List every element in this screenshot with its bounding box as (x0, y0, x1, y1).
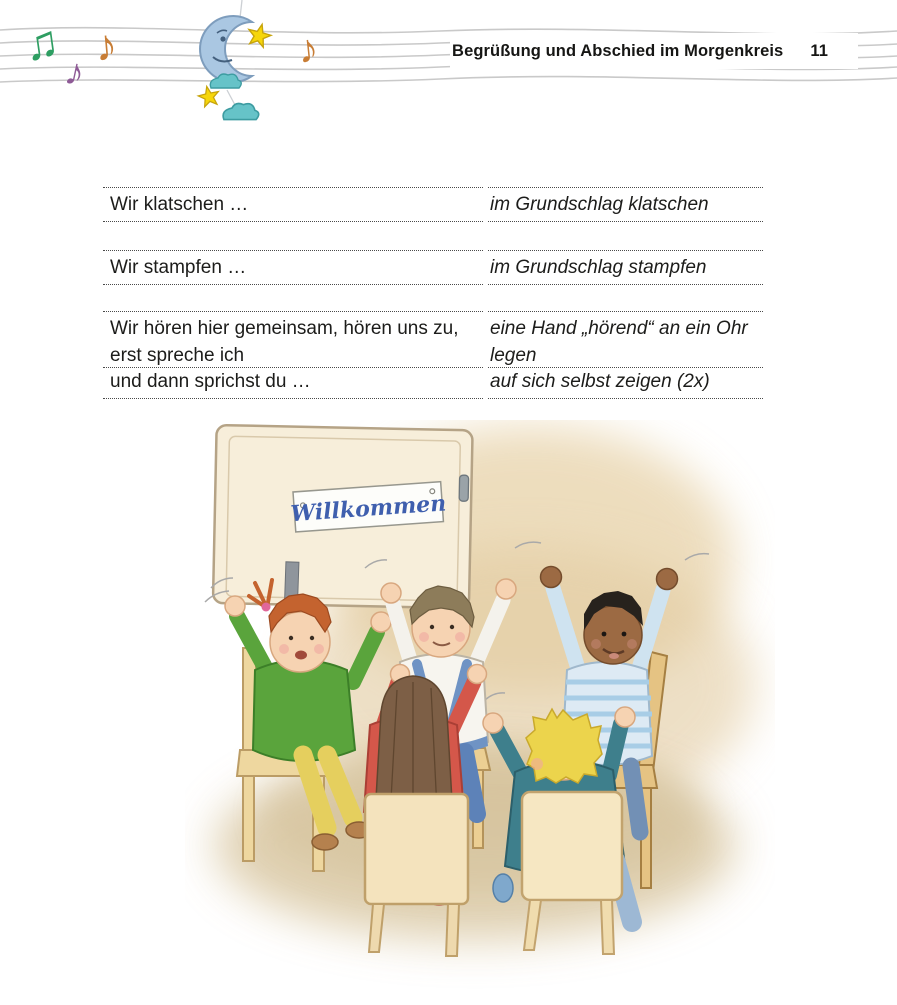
music-note-icon: ♫ (20, 14, 63, 71)
verse-row-2 (103, 250, 763, 285)
verse-text: und dann sprichst du … (103, 368, 483, 399)
door-handle-icon (459, 475, 469, 501)
page-header (0, 0, 897, 135)
verse-row-1 (103, 187, 763, 222)
music-note-icon: ♪ (61, 50, 89, 96)
verse-row-3-4 (103, 311, 763, 399)
morning-circle-illustration (185, 420, 775, 1000)
running-head (0, 41, 828, 61)
verse-gesture: im Grundschlag klatschen (488, 187, 763, 222)
music-note-icon: ♪ (92, 20, 120, 72)
music-staff-decoration (0, 0, 897, 135)
verse-text: Wir hören hier gemeinsam, hören uns zu, erst spreche ich (103, 311, 483, 368)
music-note-icon: ♪ (295, 26, 321, 73)
verse-gesture: auf sich selbst zeigen (2x) (488, 368, 763, 399)
verse-gesture: eine Hand „hörend“ an ein Ohr legen (488, 311, 763, 368)
verse-gesture: im Grundschlag stampfen (488, 250, 763, 285)
verse-text: Wir klatschen … (103, 187, 483, 222)
verse-text: Wir stampfen … (103, 250, 483, 285)
chapter-title: Begrüßung und Abschied im Morgenkreis (452, 41, 784, 60)
page-number: 11 (810, 41, 828, 60)
welcome-sign-text: Willkommen (289, 490, 448, 528)
